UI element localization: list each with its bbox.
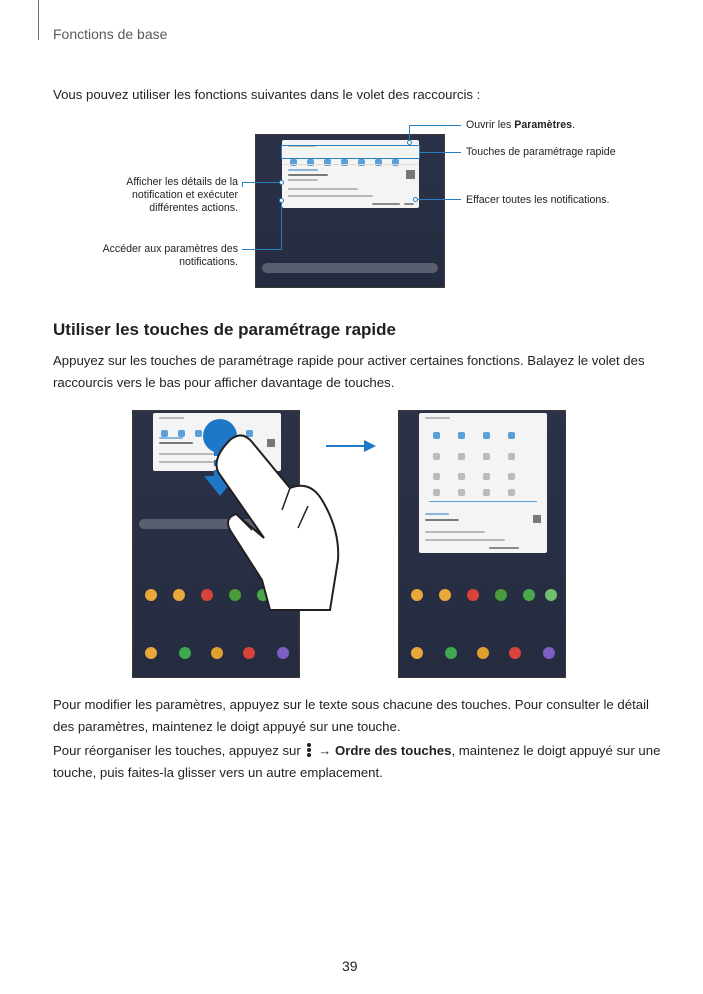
callout-notif-settings: Accéder aux paramètres des notifications. [102, 243, 238, 268]
callout-quick-toggles: Touches de paramétrage rapide [466, 146, 616, 158]
section-paragraph-3: Pour réorganiser les touches, appuyez sur → Ordre des touches, maintenez le doigt appuyé sur une touche, puis faites-la glisser vers un autre emplacement. [53, 743, 661, 780]
page-number: 39 [342, 958, 358, 974]
section-paragraph-2: Pour modifier les paramètres, appuyez sur le texte sous chacune des touches. Pour consulter le détail des paramètres, maintenez le doigt appuyé sur une touche. [53, 697, 649, 734]
intro-text: Vous pouvez utiliser les fonctions suivantes dans le volet des raccourcis : [53, 87, 481, 102]
callout-clear-all: Effacer toutes les notifications. [466, 194, 610, 206]
callout-notif-details: Afficher les détails de la notification et exécuter différentes actions. [126, 176, 238, 214]
header-rule [38, 0, 39, 40]
callout-box-quick-toggles [281, 145, 420, 159]
section-paragraph-1: Appuyez sur les touches de paramétrage rapide pour activer certaines fonctions. Balayez le volet des raccourcis vers le bas pour afficher davantage de touches. [53, 353, 645, 390]
more-options-icon [306, 743, 312, 757]
tablet-after-swipe [398, 410, 566, 678]
callout-open-settings: Ouvrir les Paramètres. [466, 119, 575, 131]
next-step-arrow-icon [326, 440, 376, 452]
section-heading: Utiliser les touches de paramétrage rapide [53, 320, 396, 339]
section-title: Fonctions de base [53, 26, 168, 42]
